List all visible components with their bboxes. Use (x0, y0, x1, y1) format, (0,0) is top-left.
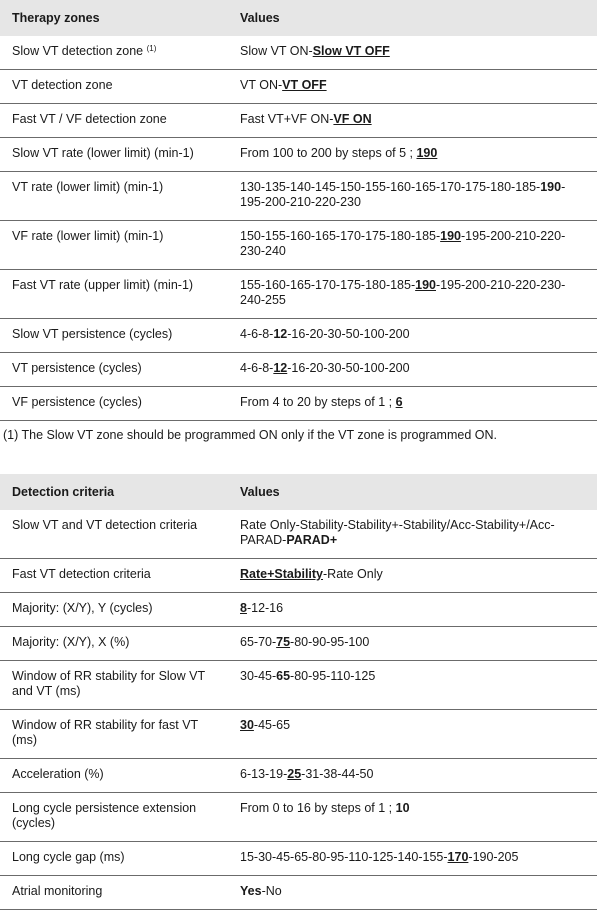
value-text: 155-160-165-170-175-180-185- (240, 278, 416, 292)
parameter-cell (0, 661, 229, 710)
value-text: 130-135-140-145-150-155-160-165-170-175-180-185- (240, 180, 541, 194)
parameter-label: Slow VT rate (lower limit) (min-1) (12, 146, 194, 160)
value-text: 4-6-8- (240, 361, 274, 375)
default-value: 190 (415, 278, 436, 292)
table-row (0, 387, 597, 421)
table-row (0, 759, 597, 793)
header-values: Values (229, 0, 597, 36)
parameter-label: Slow VT detection zone (12, 44, 144, 58)
value-text: 30-45- (240, 669, 277, 683)
default-value: 75 (276, 635, 291, 649)
nominal-value: PARAD+ (286, 533, 338, 547)
footnote-marker: (1) (146, 44, 157, 53)
value-cell (229, 759, 597, 793)
parameter-label: VF persistence (cycles) (12, 395, 142, 409)
table-header-row (0, 0, 597, 36)
parameter-label: Fast VT / VF detection zone (12, 112, 167, 126)
table-row (0, 138, 597, 172)
table-row (0, 876, 597, 910)
table-row (0, 593, 597, 627)
value-text: Fast VT+VF ON- (240, 112, 334, 126)
default-value: VF ON (333, 112, 372, 126)
value-text: 4-6-8- (240, 327, 274, 341)
parameter-cell (0, 138, 229, 172)
table-header-row (0, 474, 597, 510)
parameter-cell (0, 710, 229, 759)
parameter-cell (0, 353, 229, 387)
parameter-cell (0, 387, 229, 421)
default-value: 190 (416, 146, 438, 160)
table-row (0, 221, 597, 270)
value-cell (229, 793, 597, 842)
parameter-label: VT rate (lower limit) (min-1) (12, 180, 164, 194)
nominal-value: 65 (276, 669, 291, 683)
value-cell (229, 70, 597, 104)
header-therapy-zones: Therapy zones (0, 0, 229, 36)
parameter-label: Window of RR stability for Slow VT and VT (ms) (12, 669, 205, 698)
default-value: 190 (440, 229, 462, 243)
default-value: Slow VT OFF (312, 44, 390, 58)
parameter-cell (0, 104, 229, 138)
parameter-cell (0, 842, 229, 876)
value-text: -80-95-110-125 (290, 669, 376, 683)
parameter-label: Fast VT detection criteria (12, 567, 151, 581)
value-cell (229, 876, 597, 910)
table-row (0, 510, 597, 559)
value-cell (229, 270, 597, 319)
value-text: -31-38-44-50 (301, 767, 374, 781)
value-text: -80-90-95-100 (290, 635, 370, 649)
value-text: -12-16 (246, 601, 284, 615)
table-row (0, 842, 597, 876)
parameter-label: Atrial monitoring (12, 884, 103, 898)
parameter-label: Acceleration (%) (12, 767, 104, 781)
value-cell (229, 353, 597, 387)
value-cell (229, 319, 597, 353)
parameter-cell (0, 319, 229, 353)
parameter-label: VT persistence (cycles) (12, 361, 142, 375)
value-cell (229, 387, 597, 421)
default-value: 25 (287, 767, 302, 781)
parameter-cell (0, 221, 229, 270)
table-row (0, 36, 597, 70)
default-value: 12 (273, 361, 288, 375)
header-values: Values (229, 474, 597, 510)
parameter-cell (0, 559, 229, 593)
table-row (0, 104, 597, 138)
therapy-zones-rows (0, 36, 597, 421)
parameter-cell (0, 593, 229, 627)
value-cell (229, 627, 597, 661)
parameter-label: Fast VT rate (upper limit) (min-1) (12, 278, 194, 292)
parameter-label: Long cycle persistence extension (cycles) (12, 801, 197, 830)
detection-criteria-rows (0, 510, 597, 910)
value-text: 15-30-45-65-80-95-110-125-140-155- (240, 850, 448, 864)
detection-criteria-table (0, 474, 597, 910)
parameter-label: Window of RR stability for fast VT (ms) (12, 718, 198, 747)
value-cell (229, 710, 597, 759)
default-value: Rate+Stability (240, 567, 324, 581)
parameter-label: Majority: (X/Y), Y (cycles) (12, 601, 153, 615)
value-cell (229, 661, 597, 710)
parameter-label: Slow VT persistence (cycles) (12, 327, 173, 341)
table-row (0, 270, 597, 319)
table-row (0, 70, 597, 104)
nominal-value: Yes (240, 884, 262, 898)
default-value: 6 (395, 395, 403, 409)
value-text: -45-65 (253, 718, 291, 732)
value-text: -16-20-30-50-100-200 (287, 361, 410, 375)
value-text: 150-155-160-165-170-175-180-185- (240, 229, 441, 243)
value-text: -195-200-210-220-230-240-255 (240, 278, 566, 307)
parameter-cell (0, 876, 229, 910)
value-cell (229, 593, 597, 627)
value-cell (229, 36, 597, 70)
parameter-cell (0, 510, 229, 559)
value-cell (229, 138, 597, 172)
default-value: 30 (240, 718, 254, 732)
value-text: -190-205 (468, 850, 519, 864)
table-row (0, 793, 597, 842)
parameter-label: VT detection zone (12, 78, 113, 92)
parameter-cell (0, 270, 229, 319)
value-text: -195-200-210-220-230-240 (240, 229, 566, 258)
parameter-cell (0, 172, 229, 221)
value-text: Slow VT ON- (240, 44, 313, 58)
header-detection-criteria: Detection criteria (0, 474, 229, 510)
value-text: -195-200-210-220-230 (240, 180, 566, 209)
nominal-value: 12 (273, 327, 288, 341)
value-text: VT ON- (240, 78, 283, 92)
nominal-value: 190 (540, 180, 562, 194)
value-text: From 4 to 20 by steps of 1 ; (240, 395, 396, 409)
default-value: 8 (240, 601, 247, 615)
parameter-cell (0, 759, 229, 793)
parameter-cell (0, 627, 229, 661)
value-text: -16-20-30-50-100-200 (287, 327, 410, 341)
parameter-cell (0, 70, 229, 104)
default-value: VT OFF (282, 78, 327, 92)
value-cell (229, 221, 597, 270)
value-text: From 0 to 16 by steps of 1 ; (240, 801, 396, 815)
value-cell (229, 842, 597, 876)
value-cell (229, 559, 597, 593)
value-cell (229, 510, 597, 559)
parameter-label: VF rate (lower limit) (min-1) (12, 229, 164, 243)
table-row (0, 710, 597, 759)
table-row (0, 661, 597, 710)
parameter-label: Majority: (X/Y), X (%) (12, 635, 130, 649)
table-row (0, 172, 597, 221)
table-row (0, 319, 597, 353)
footnote: (1) The Slow VT zone should be programmed ON only if the VT zone is programmed ON. (3, 428, 497, 442)
value-text: -Rate Only (323, 567, 383, 581)
value-text: 65-70- (240, 635, 277, 649)
parameter-label: Slow VT and VT detection criteria (12, 518, 198, 532)
value-text: Rate Only-Stability-Stability+-Stability/Acc-Stability+/Acc-PARAD- (240, 518, 555, 547)
value-text: -No (261, 884, 282, 898)
value-text: From 100 to 200 by steps of 5 ; (240, 146, 417, 160)
default-value: 170 (447, 850, 469, 864)
table-row (0, 559, 597, 593)
table-row (0, 353, 597, 387)
parameter-cell (0, 793, 229, 842)
table-row (0, 627, 597, 661)
parameter-label: Long cycle gap (ms) (12, 850, 125, 864)
therapy-zones-table (0, 0, 597, 421)
nominal-value: 10 (395, 801, 410, 815)
value-cell (229, 104, 597, 138)
value-text: 6-13-19- (240, 767, 288, 781)
value-cell (229, 172, 597, 221)
parameter-cell (0, 36, 229, 70)
